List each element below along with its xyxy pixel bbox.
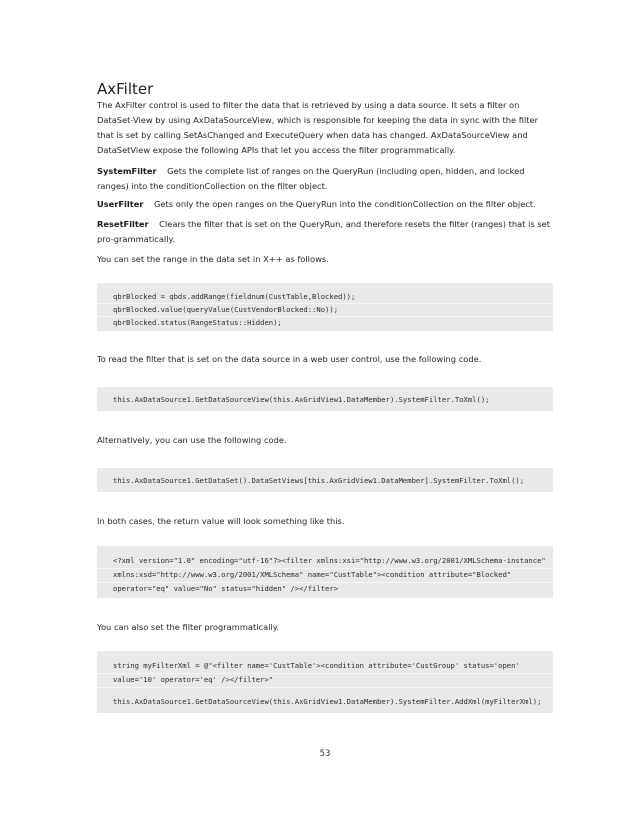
api-term: SystemFilter: [97, 166, 157, 176]
code-block-read: [97, 387, 553, 411]
code-block-set-filter: [97, 651, 553, 713]
code-line: this.AxDataSource1.GetDataSourceView(this.AxGridView1.DataMember).SystemFilter.AddXml(myFilterXml);: [113, 697, 542, 706]
code-line: operator="eq" value="No" status="hidden" /></filter>: [113, 584, 339, 593]
code-line-separator: [97, 673, 553, 674]
paragraph-alternative: Alternatively, you can use the following code.: [97, 435, 287, 445]
intro-paragraph: The AxFilter control is used to filter the data that is retrieved by using a data source. It sets a filter on DataSet-View by using AxDataSourceView, which is responsible for keeping the data in sync with the filter that is set by calling SetAsChanged and ExecuteQuery when data has changed. AxDataSourceView and DataSetView expose the following APIs that let you access the filter programmatically.: [97, 100, 539, 155]
code-line: qbrBlocked.status(RangeStatus::Hidden);: [113, 318, 282, 327]
code-line: qbrBlocked.value(queryValue(CustVendorBlocked::No));: [113, 305, 339, 314]
paragraph-return-value: In both cases, the return value will look something like this.: [97, 516, 345, 526]
code-line: this.AxDataSource1.GetDataSourceView(this.AxGridView1.DataMember).SystemFilter.ToXml();: [113, 395, 490, 404]
section-heading: AxFilter: [97, 80, 154, 98]
code-line: this.AxDataSource1.GetDataSet().DataSetViews[this.AxGridView1.DataMember].SystemFilter.ToXml();: [113, 476, 525, 485]
code-block-alternative: [97, 468, 553, 492]
code-line: xmlns:xsd="http://www.w3.org/2001/XMLSchema" name="CustTable"><condition attribute="Blocked": [113, 570, 512, 579]
api-term: UserFilter: [97, 199, 144, 209]
code-line-separator: [97, 316, 553, 317]
code-line: qbrBlocked = qbds.addRange(fieldnum(CustTable,Blocked));: [113, 292, 356, 301]
code-line: <?xml version="1.0" encoding="utf-16"?><filter xmlns:xsi="http://www.w3.org/2001/XMLSchema-instance": [113, 556, 546, 565]
paragraph-set-filter: You can also set the filter programmatically.: [97, 622, 280, 632]
code-line: value='10' operator='eq' /></filter>": [113, 675, 274, 684]
api-description: Clears the filter that is set on the QueryRun, and therefore resets the filter (ranges) that is set pro-grammatically.: [97, 219, 551, 244]
paragraph-read-filter: To read the filter that is set on the data source in a web user control, use the following code.: [97, 354, 482, 364]
paragraph-set-range: You can set the range in the data set in X++ as follows.: [97, 254, 329, 264]
api-systemfilter: [97, 164, 553, 194]
code-line-separator: [97, 303, 553, 304]
code-line-separator: [97, 687, 553, 688]
code-line-separator: [97, 568, 553, 569]
code-block-return: [97, 546, 553, 598]
api-description: Gets only the open ranges on the QueryRun into the conditionCollection on the filter object.: [154, 199, 536, 209]
page-number: 53: [319, 749, 331, 759]
api-description: Gets the complete list of ranges on the QueryRun (including open, hidden, and locked ranges) into the conditionCollection on the filter object.: [97, 166, 525, 191]
code-line: string myFilterXml = @"<filter name='CustTable'><condition attribute='CustGroup' status='open': [113, 661, 520, 670]
api-term: ResetFilter: [97, 219, 149, 229]
code-block-range: [97, 283, 553, 331]
code-line-separator: [97, 582, 553, 583]
api-userfilter: [97, 197, 553, 212]
api-resetfilter: [97, 217, 553, 247]
